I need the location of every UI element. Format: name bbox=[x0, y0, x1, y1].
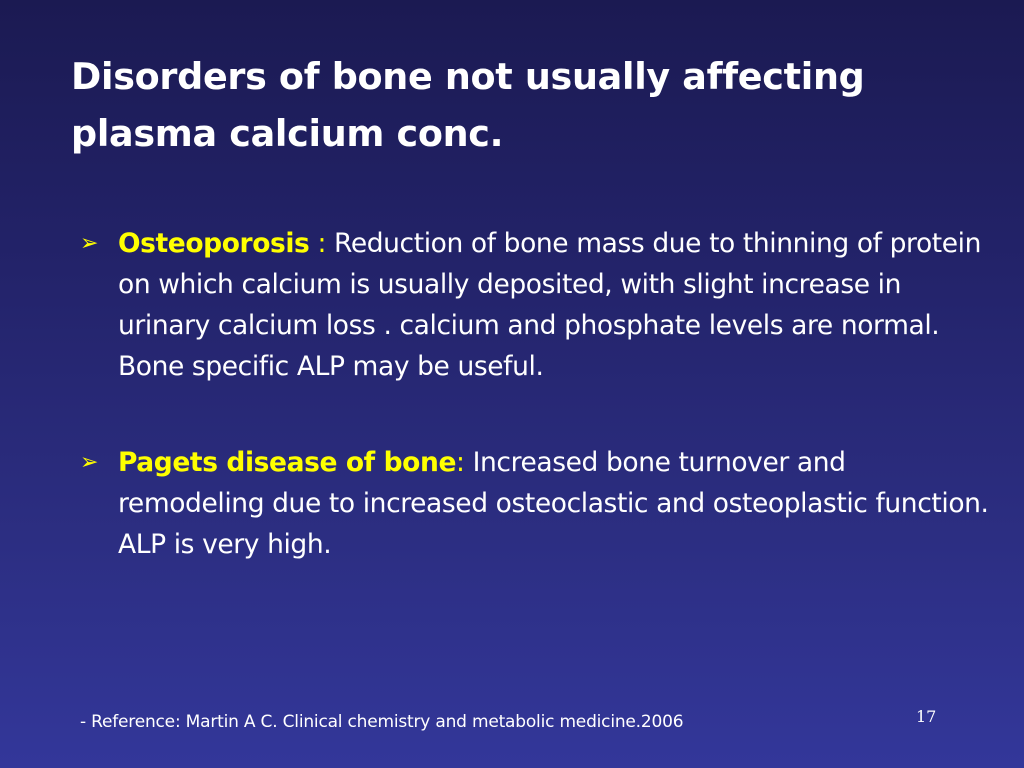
bullet-item-pagets-disease bbox=[80, 442, 995, 565]
arrow-bullet-icon: ➢ bbox=[80, 231, 99, 256]
page-number: 17 bbox=[916, 707, 937, 726]
bullet-description: Reduction of bone mass due to thinning of protein on which calcium is usually deposited, with slight increase in urinary calcium loss . calcium and phosphate levels are normal. Bone specific ALP may be useful. bbox=[118, 228, 982, 382]
bullet-separator: : bbox=[309, 228, 335, 259]
bullet-item-osteoporosis bbox=[80, 223, 995, 387]
bullet-term: Osteoporosis bbox=[118, 228, 310, 259]
bullet-separator: : bbox=[456, 447, 473, 478]
bullet-description: Increased bone turnover and remodeling due to increased osteoclastic and osteoplastic function. ALP is very high. bbox=[118, 447, 989, 560]
bullet-list bbox=[80, 223, 995, 565]
slide-title: Disorders of bone not usually affecting plasma calcium conc. bbox=[71, 55, 865, 155]
reference-note: - Reference: Martin A C. Clinical chemistry and metabolic medicine.2006 bbox=[80, 712, 684, 732]
bullet-term: Pagets disease of bone bbox=[118, 447, 457, 478]
arrow-bullet-icon: ➢ bbox=[80, 450, 99, 475]
